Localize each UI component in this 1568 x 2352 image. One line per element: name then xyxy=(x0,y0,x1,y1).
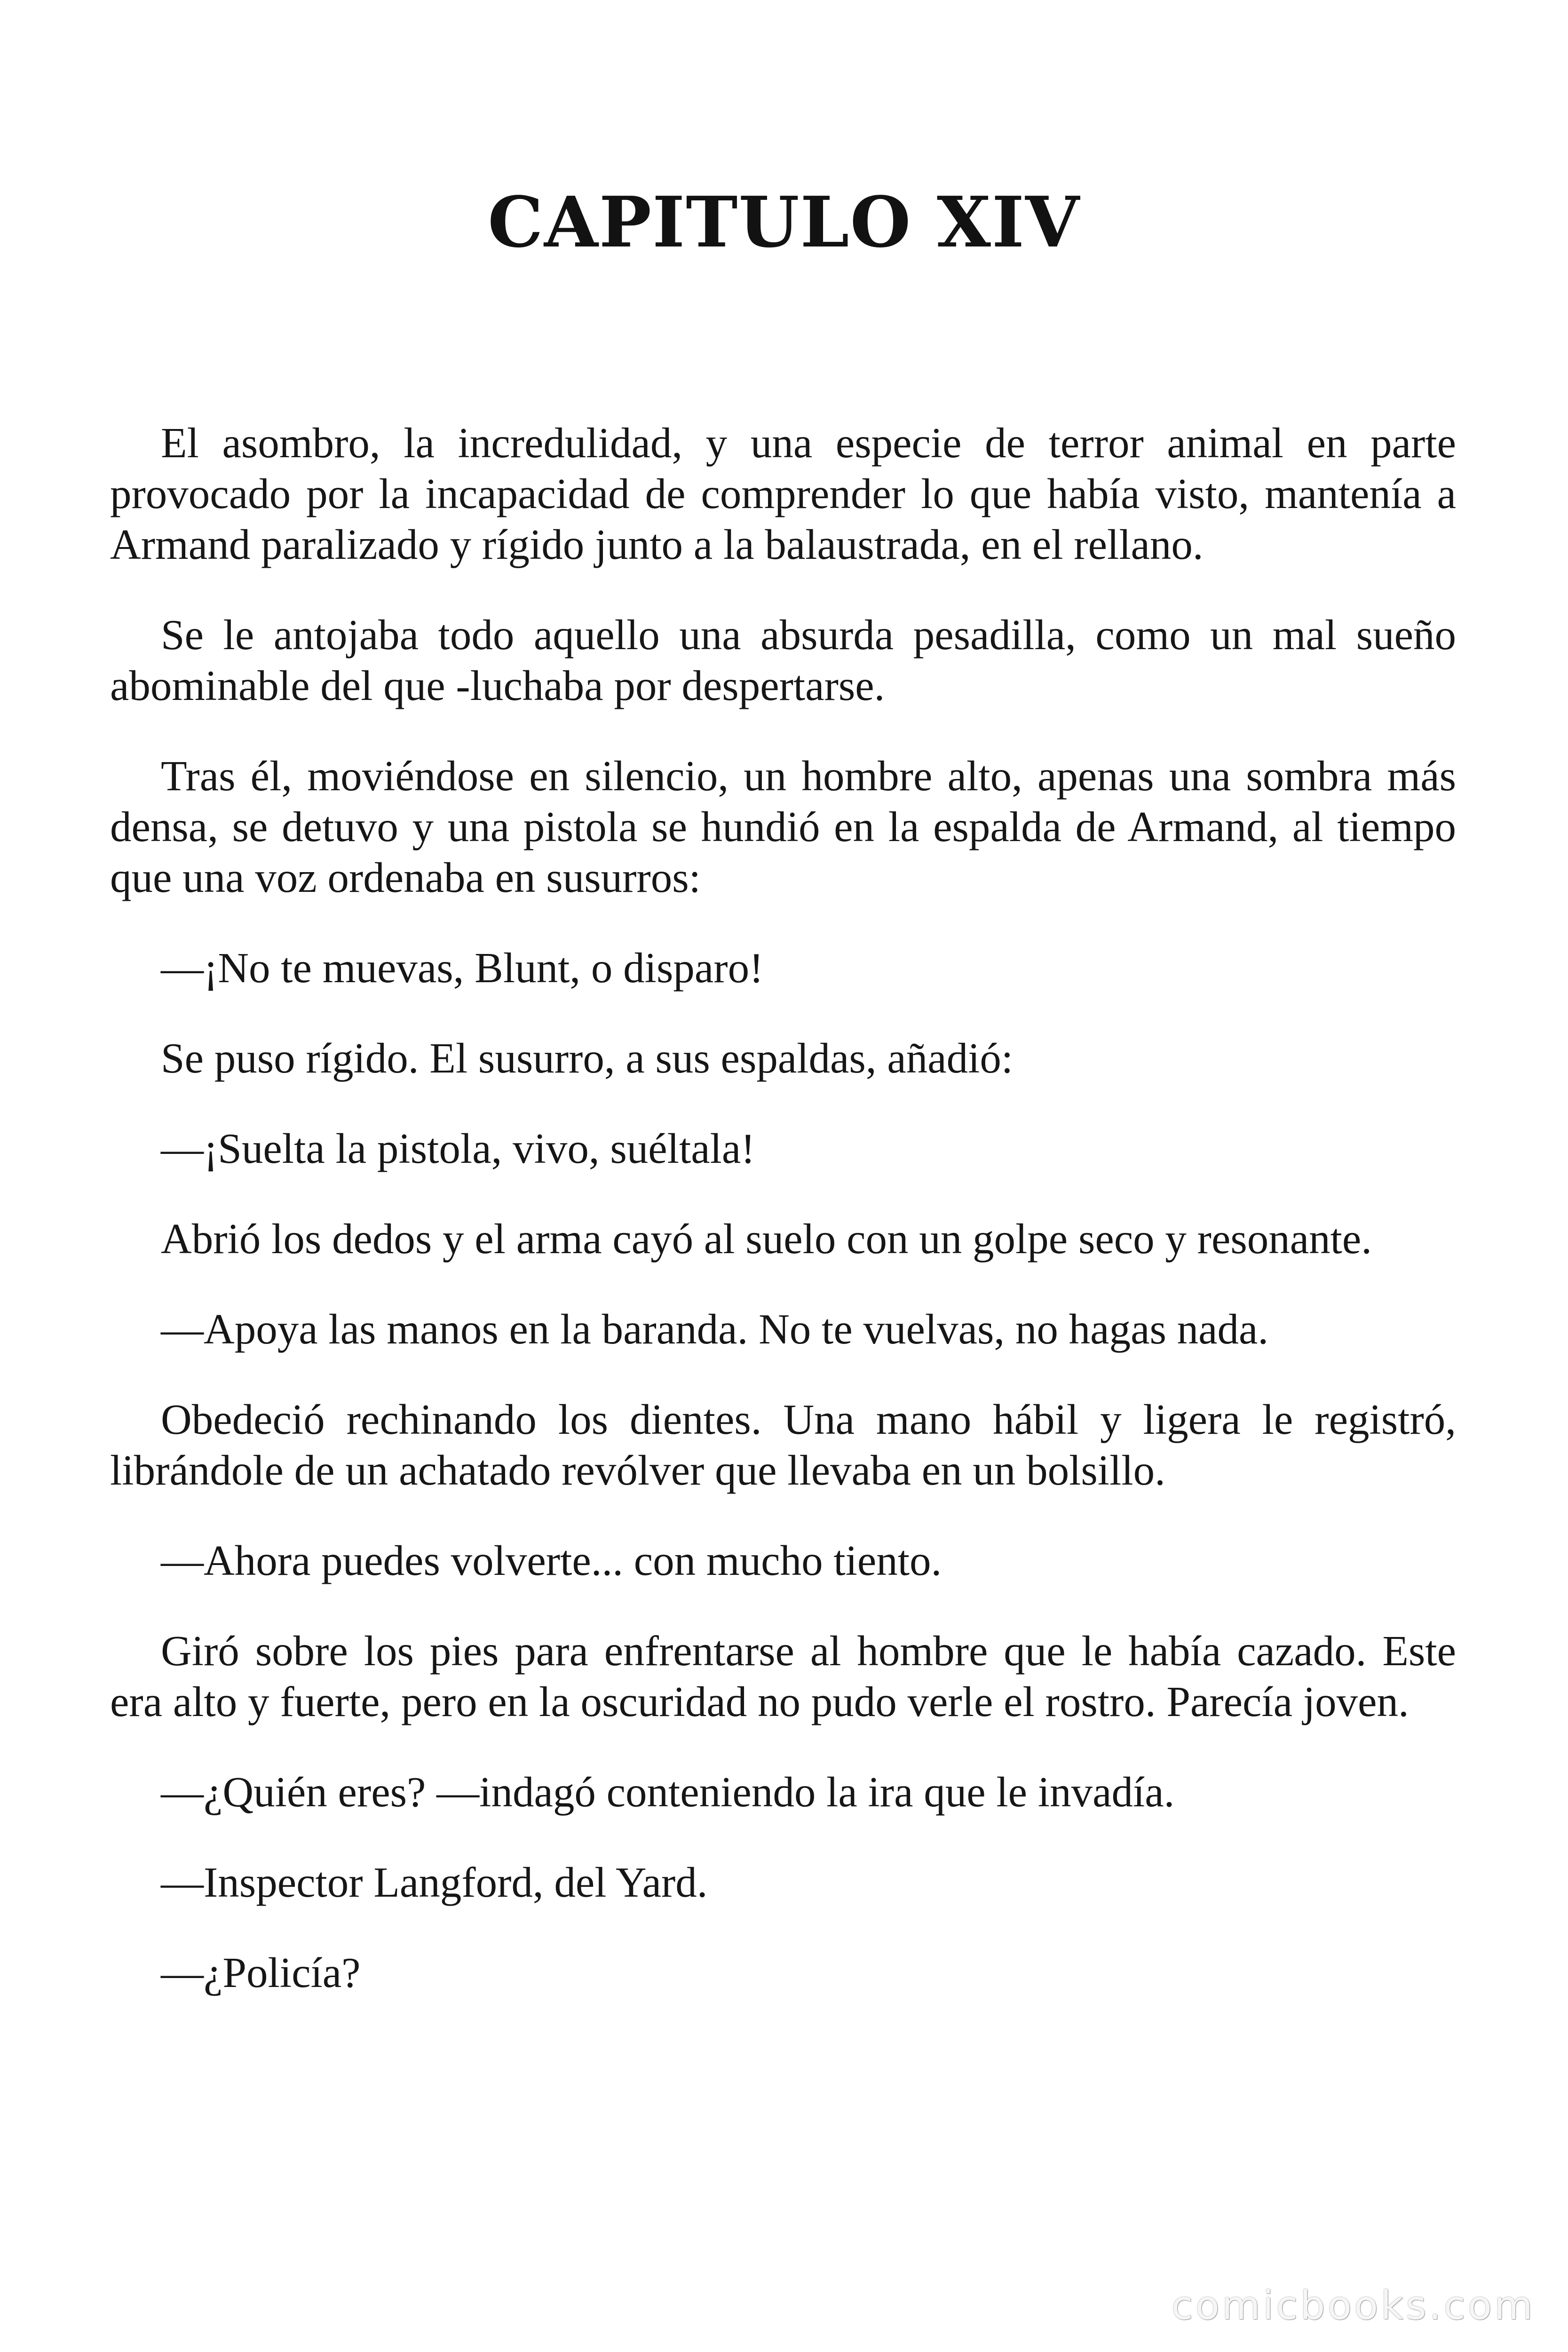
chapter-body xyxy=(110,418,1456,2038)
dialogue-line: —¿Quién eres? —indagó conteniendo la ira que le invadía. xyxy=(161,1768,1175,1816)
chapter-title: CAPITULO XIV xyxy=(488,181,1080,263)
paragraph: Se le antojaba todo aquello una absurda pesadilla, como un mal sueño abominable del que -luchaba por despertarse. xyxy=(110,611,1456,709)
dialogue-line: —¿Policía? xyxy=(161,1949,361,1996)
paragraph: Tras él, moviéndose en silencio, un hombre alto, apenas una sombra más densa, se detuvo y una pistola se hundió en la espalda de Armand, al tiempo que una voz ordenaba en susurros: xyxy=(110,752,1456,901)
paragraph: Giró sobre los pies para enfrentarse al hombre que le había cazado. Este era alto y fuerte, pero en la oscuridad no pudo verle el rostro. Parecía joven. xyxy=(110,1627,1456,1725)
watermark: comicbooks.com xyxy=(1171,2282,1535,2328)
dialogue-line: —Ahora puedes volverte... con mucho tiento. xyxy=(161,1537,942,1584)
dialogue-line: —¡Suelta la pistola, vivo, suéltala! xyxy=(161,1125,755,1172)
dialogue-line: —¡No te muevas, Blunt, o disparo! xyxy=(161,944,764,992)
paragraph: Se puso rígido. El susurro, a sus espaldas, añadió: xyxy=(161,1034,1014,1082)
dialogue-line: —Apoya las manos en la baranda. No te vuelvas, no hagas nada. xyxy=(161,1305,1269,1353)
paragraph: Obedeció rechinando los dientes. Una mano hábil y ligera le registró, librándole de un achatado revólver que llevaba en un bolsillo. xyxy=(110,1396,1456,1494)
paragraph: El asombro, la incredulidad, y una especie de terror animal en parte provocado por la incapacidad de comprender lo que había visto, mantenía a Armand paralizado y rígido junto a la balaustrada, en el rellano. xyxy=(110,419,1456,568)
dialogue-line: —Inspector Langford, del Yard. xyxy=(161,1859,708,1906)
paragraph: Abrió los dedos y el arma cayó al suelo con un golpe seco y resonante. xyxy=(161,1215,1372,1263)
